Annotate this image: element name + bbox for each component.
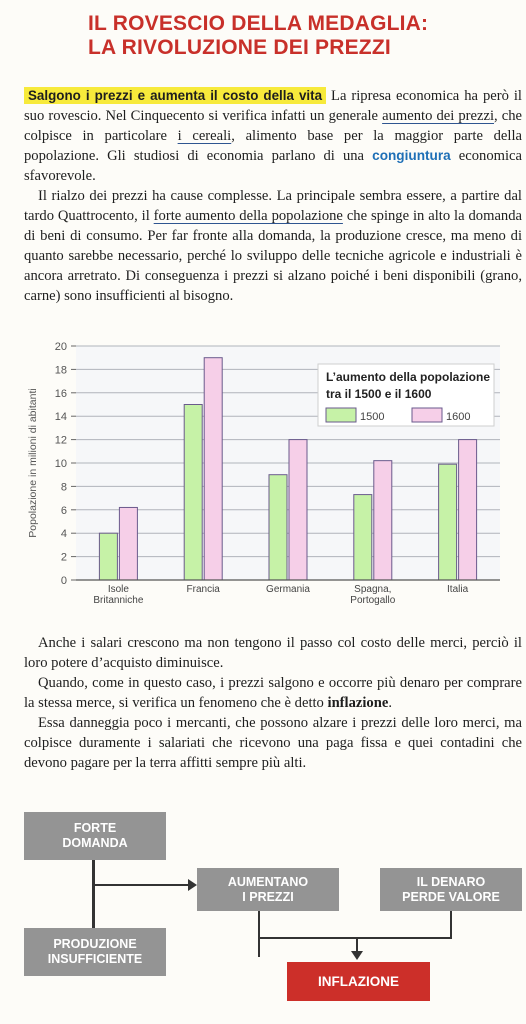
arrow-head-to-inflazione	[351, 951, 363, 960]
chart-title-line-0: L’aumento della popolazione	[326, 370, 491, 384]
y-tick-label-14: 14	[54, 411, 67, 424]
y-axis-label: Popolazione in milioni di abitanti	[27, 388, 39, 538]
paragraph-5: Essa danneggia poco i mercanti, che possono alzare i prezzi delle loro merci, ma colpisce duramente i salariati che ricevono una paga fissa e quei contadini che devono pagare per la terra affitti sempre più alti.	[24, 715, 522, 771]
underline-popolazione: forte aumento della popolazione	[153, 208, 343, 224]
bar-1600-0	[119, 507, 137, 580]
paragraph-4: Quando, come in questo caso, i prezzi salgono e occorre più denaro per comprare la stessa merce, si verifica un fenomeno che è detto inflazione.	[24, 675, 522, 711]
underline-cereali: i cereali	[177, 128, 232, 144]
text-section-top	[24, 86, 522, 306]
y-tick-label-0: 0	[60, 575, 67, 587]
y-tick-label-16: 16	[54, 387, 67, 400]
chart-title-line-1: tra il 1500 e il 1600	[326, 387, 432, 401]
box-denaro-perde-valore: IL DENARO PERDE VALORE	[380, 868, 522, 911]
bar-1600-3	[374, 461, 392, 580]
category-label-3-0: Spagna,	[354, 584, 392, 595]
box-produzione-insufficiente: PRODUZIONE INSUFFICIENTE	[24, 928, 166, 976]
paragraph-3: Anche i salari crescono ma non tengono il passo col costo delle merci, perciò il loro potere d’acquisto diminuisce.	[24, 635, 522, 671]
legend-label-1600: 1600	[446, 411, 471, 423]
highlighted-heading: Salgono i prezzi e aumenta il costo della vita	[24, 87, 326, 104]
bar-1500-0	[99, 533, 117, 580]
y-tick-label-8: 8	[60, 481, 67, 494]
category-label-0-1: Britanniche	[93, 595, 144, 606]
y-tick-label-18: 18	[54, 364, 67, 377]
category-label-3-1: Portogallo	[350, 595, 396, 606]
box-aumentano-prezzi: AUMENTANO I PREZZI	[197, 868, 339, 911]
title-line-2: LA RIVOLUZIONE DEI PREZZI	[88, 36, 391, 59]
bar-1600-1	[204, 358, 222, 580]
y-tick-label-6: 6	[60, 504, 67, 517]
connector-denaro-down	[450, 911, 452, 939]
bar-1500-3	[354, 495, 372, 580]
category-label-0-0: Isole	[107, 584, 129, 595]
bar-1600-2	[289, 440, 307, 580]
y-tick-label-2: 2	[60, 551, 67, 564]
bar-1500-4	[439, 464, 457, 580]
population-bar-chart	[20, 340, 510, 610]
category-label-4-0: Italia	[447, 584, 469, 595]
bar-1600-4	[459, 440, 477, 580]
connector-vertical-left	[92, 860, 95, 928]
legend-swatch-1600	[412, 408, 442, 422]
paragraph-1: Salgono i prezzi e aumenta il costo della vita La ripresa economica ha però il suo rovescio. Nel Cinquecento si verifica infatti un generale aumento dei prezzi, che colpisce in particolare i cereali, alimento base per la maggior parte della popolazione. Gli studiosi di economia parlano di una congiuntura economica sfavorevole.	[24, 88, 522, 184]
box-inflazione: INFLAZIONE	[287, 962, 430, 1001]
title-line-1: IL ROVESCIO DELLA MEDAGLIA:	[88, 12, 429, 35]
y-tick-label-4: 4	[60, 528, 67, 541]
underline-aumento: aumento dei prezzi	[382, 108, 494, 124]
connector-prezzi-down	[258, 911, 260, 957]
connector-horizontal-bottom	[258, 937, 452, 939]
arrow-head-to-prezzi	[188, 879, 197, 891]
bar-1500-2	[269, 475, 287, 580]
y-tick-label-20: 20	[54, 341, 67, 353]
paragraph-2: Il rialzo dei prezzi ha cause complesse. La principale sembra essere, a partire dal tardo Quattrocento, il forte aumento della popolazione che spinge in alto la domanda di beni di consumo. Per far fronte alla domanda, la produzione cresce, ma meno di quanto sarebbe necessario, perché lo sviluppo delle tecniche agricole e industriali è ancora arretrato. Di conseguenza i prezzi si alzano poiché i beni disponibili (grano, carne) sono insufficienti al bisogno.	[24, 188, 522, 304]
text-section-bottom	[24, 633, 522, 773]
box-forte-domanda: FORTE DOMANDA	[24, 812, 166, 860]
legend-swatch-1500	[326, 408, 356, 422]
page-title	[88, 12, 508, 60]
legend-label-1500: 1500	[360, 411, 385, 423]
connector-to-prezzi	[93, 884, 190, 886]
category-label-2-0: Germania	[266, 584, 310, 595]
glossary-term-congiuntura[interactable]: congiuntura	[372, 148, 451, 163]
bar-1500-1	[184, 405, 202, 581]
term-inflazione: inflazione	[327, 695, 389, 711]
y-tick-label-10: 10	[54, 458, 67, 470]
y-tick-label-12: 12	[54, 434, 67, 447]
category-label-1-0: Francia	[186, 584, 220, 595]
